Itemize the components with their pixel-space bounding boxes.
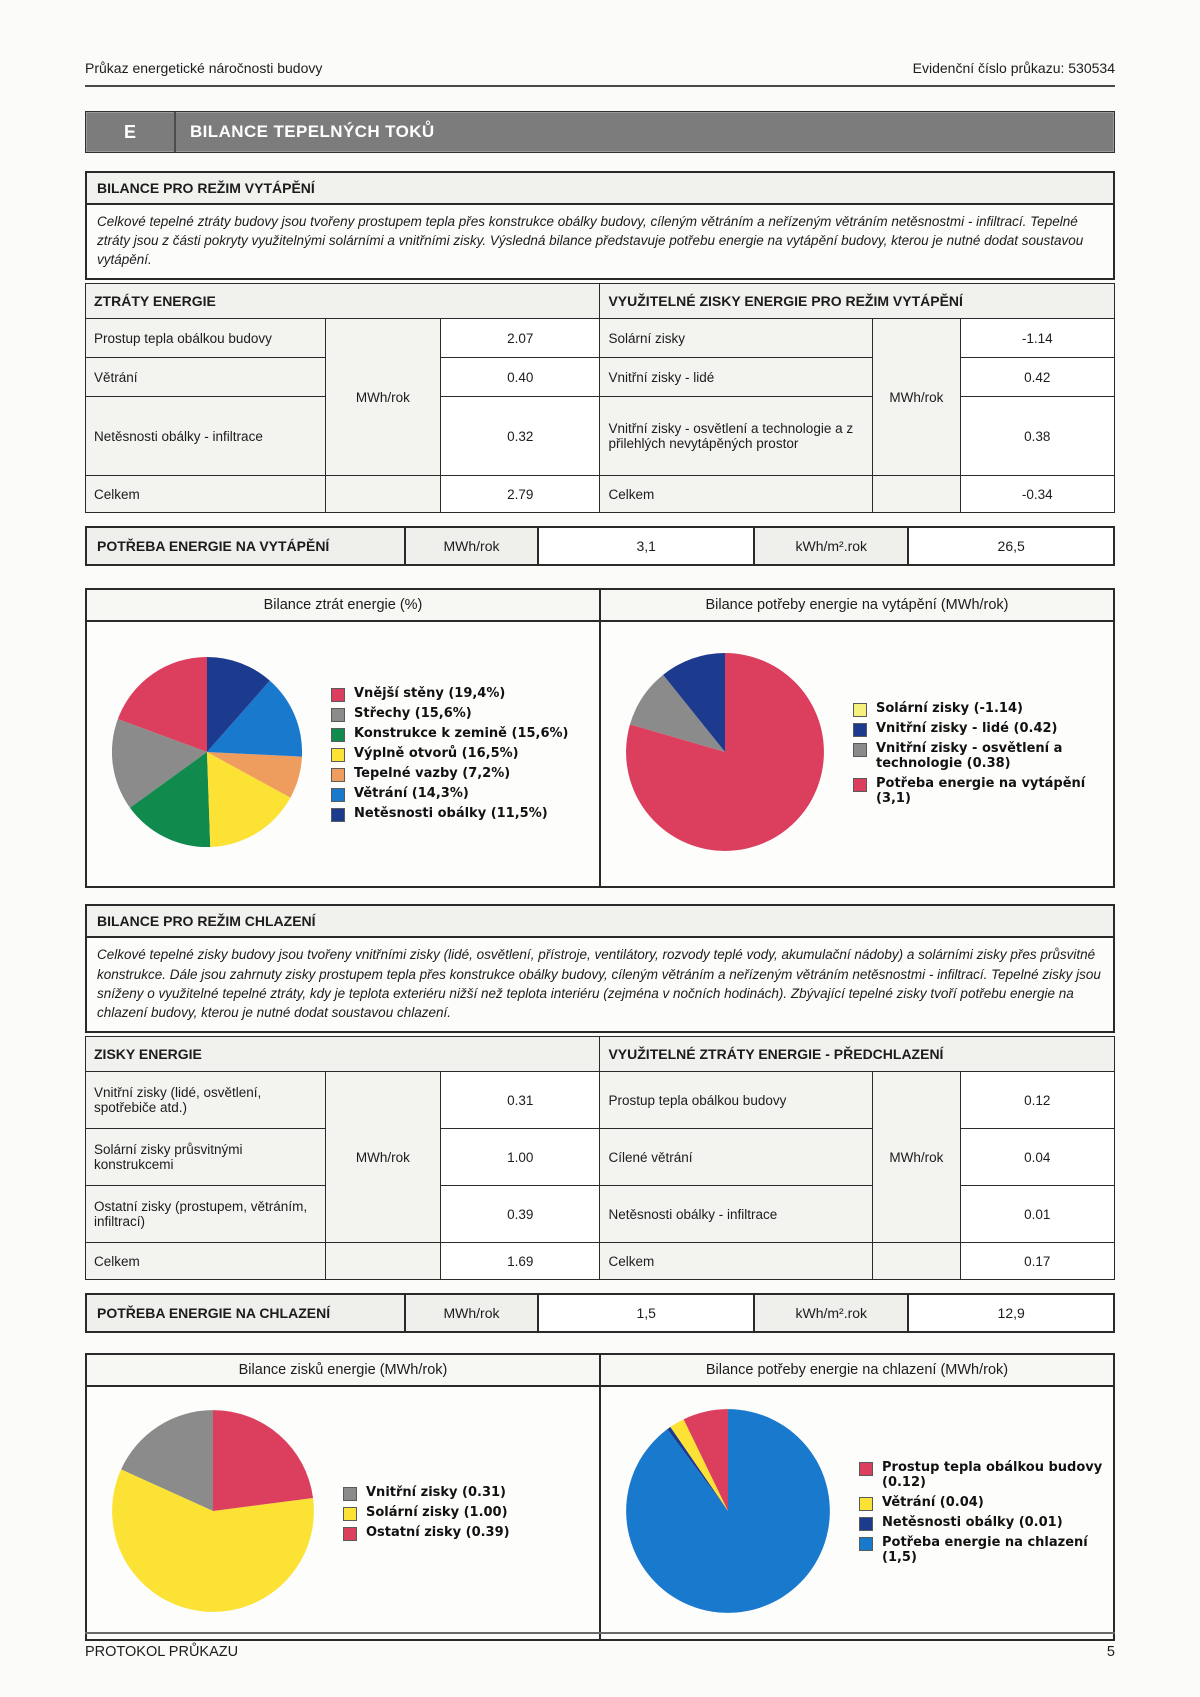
legend-item [859,1516,1105,1531]
legend-label: Výplně otvorů (16,5%) [354,745,519,761]
page-header [85,0,1115,87]
row-label: Solární zisky průsvitnými konstrukcemi [86,1129,326,1186]
row-value: 0.12 [960,1072,1114,1129]
legend-label: Konstrukce k zemině (15,6%) [354,725,569,741]
legend-item [343,1506,510,1521]
cooling-balance-table [85,1036,1115,1280]
legend-label: Netěsnosti obálky (0.01) [882,1514,1063,1530]
legend-color-swatch [331,788,345,802]
chart-legend [859,1456,1105,1571]
legend-label: Tepelné vazby (7,2%) [354,765,511,781]
row-value: 0.32 [440,397,599,476]
need-unit: MWh/rok [405,527,539,565]
legend-color-swatch [331,688,345,702]
footer-protocol-label: PROTOKOL PRŮKAZU [85,1644,239,1660]
legend-item [343,1486,510,1501]
legend-item [853,702,1105,717]
legend-item [331,767,568,782]
row-value: 1.00 [440,1129,599,1186]
legend-item [859,1461,1105,1491]
legend-label: Větrání (14,3%) [354,785,469,801]
legend-color-swatch [343,1487,357,1501]
legend-color-swatch [343,1507,357,1521]
row-value: 0.01 [960,1186,1114,1243]
legend-label: Prostup tepla obálkou budovy (0.12) [882,1459,1103,1490]
cooling-intro-box [85,904,1115,1033]
legend-label: Solární zisky (1.00) [366,1504,508,1520]
need-value: 12,9 [908,1294,1114,1332]
legend-color-swatch [331,728,345,742]
chart-title: Bilance potřeby energie na chlazení (MWh/rok) [601,1355,1113,1387]
legend-color-swatch [853,723,867,737]
need-unit: kWh/m².rok [754,527,908,565]
chart-gains-pie-box [85,1353,601,1641]
legend-color-swatch [331,808,345,822]
legend-label: Vnitřní zisky - osvětlení a technologie (0.38) [876,741,1063,772]
row-label: Cílené větrání [600,1129,873,1186]
legend-item [343,1526,510,1541]
need-value: 3,1 [538,527,754,565]
legend-item [331,727,568,742]
pie-svg [623,650,827,854]
total-label: Celkem [600,476,873,513]
row-value: -1.14 [960,319,1114,358]
total-label: Celkem [86,1243,326,1280]
pie-slice [213,1410,313,1511]
cooling-gains-header: ZISKY ENERGIE [86,1037,600,1072]
legend-label: Ostatní zisky (0.39) [366,1524,510,1540]
unit-cell: MWh/rok [873,319,960,476]
pie-chart-cooling-need [623,1406,833,1621]
cooling-need-strip [85,1293,1115,1333]
need-label: POTŘEBA ENERGIE NA CHLAZENÍ [86,1294,405,1332]
page-footer [85,1632,1115,1660]
total-value: 0.17 [960,1243,1114,1280]
row-label: Solární zisky [600,319,873,358]
legend-color-swatch [859,1462,873,1476]
unit-cell-empty [325,1243,440,1280]
legend-item [859,1496,1105,1511]
unit-cell: MWh/rok [873,1072,960,1243]
chart-title: Bilance ztrát energie (%) [87,590,599,622]
heating-description: Celkové tepelné ztráty budovy jsou tvořeny prostupem tepla přes konstrukce obálky budovy, cíleným větráním a neřízeným větráním netěsnostmi - infiltrací. Tepelné ztráty jsou z části pokryty využitelnými solárními a vnitřními zisky. Výsledná bilance představuje potřebu energie na vytápění budovy, kterou je nutné dodat soustavou vytápění. [97,214,1084,268]
pie-chart-losses [109,654,305,855]
row-label: Netěsnosti obálky - infiltrace [600,1186,873,1243]
legend-item [853,722,1105,737]
row-value: 0.38 [960,397,1114,476]
row-value: 0.04 [960,1129,1114,1186]
legend-label: Potřeba energie na vytápění (3,1) [876,775,1086,806]
chart-legend [853,697,1105,812]
heating-intro-box [85,171,1115,280]
chart-legend [331,682,568,827]
heating-box-title: BILANCE PRO REŽIM VYTÁPĚNÍ [87,173,1113,205]
legend-item [853,742,1105,772]
pie-chart-gains [109,1407,317,1620]
header-doc-title: Průkaz energetické náročnosti budovy [85,60,323,76]
unit-cell: MWh/rok [325,1072,440,1243]
row-value: 0.39 [440,1186,599,1243]
legend-item [331,807,568,822]
need-value: 1,5 [538,1294,754,1332]
cooling-box-title: BILANCE PRO REŽIM CHLAZENÍ [87,906,1113,938]
need-unit: MWh/rok [405,1294,539,1332]
total-value: 1.69 [440,1243,599,1280]
legend-color-swatch [859,1537,873,1551]
row-value: 0.42 [960,358,1114,397]
legend-color-swatch [331,768,345,782]
total-value: 2.79 [440,476,599,513]
total-value: -0.34 [960,476,1114,513]
row-value: 2.07 [440,319,599,358]
heating-gains-header: VYUŽITELNÉ ZISKY ENERGIE PRO REŽIM VYTÁPĚNÍ [600,284,1115,319]
row-label: Vnitřní zisky - osvětlení a technologie a z přilehlých nevytápěných prostor [600,397,873,476]
pie-chart-heating-need [623,650,827,859]
row-label: Prostup tepla obálkou budovy [86,319,326,358]
legend-color-swatch [331,748,345,762]
row-label: Ostatní zisky (prostupem, větráním, infiltrací) [86,1186,326,1243]
cooling-description: Celkové tepelné zisky budovy jsou tvořeny vnitřními zisky (lidé, osvětlení, přístroje, ventilátory, rozvody teplé vody, akumulační nádoby) a solárními zisky přes průsvitné konstrukce. Dále jsou zahrnuty zisky prostupem tepla přes konstrukce obálky budovy, cíleným větráním a neřízeným větráním netěsnostmi - infiltrací. Tepelné zisky jsou sníženy o využitelné tepelné ztráty, kdy je teplota exteriéru nižší než teplota interiéru (zejména v nočních hodinách). Zbývající tepelné zisky tvoří potřebu energie na chlazení budovy, kterou je nutné dodat soustavou chlazení. [97,947,1101,1020]
need-value: 26,5 [908,527,1114,565]
chart-legend [343,1481,510,1546]
section-e-header [85,111,1115,153]
total-label: Celkem [86,476,326,513]
chart-cooling-need-pie-box [601,1353,1115,1641]
pie-svg [109,1407,317,1615]
legend-color-swatch [853,778,867,792]
chart-losses-pie-box [85,588,601,888]
legend-label: Větrání (0.04) [882,1494,984,1510]
heating-need-strip [85,526,1115,566]
unit-cell-empty [325,476,440,513]
heating-losses-header: ZTRÁTY ENERGIE [86,284,600,319]
legend-item [853,777,1105,807]
legend-label: Netěsnosti obálky (11,5%) [354,805,548,821]
legend-color-swatch [859,1517,873,1531]
unit-cell: MWh/rok [325,319,440,476]
cooling-charts-row [85,1353,1115,1641]
chart-title: Bilance potřeby energie na vytápění (MWh/rok) [601,590,1113,622]
legend-label: Solární zisky (-1.14) [876,701,1023,717]
legend-label: Vnější stěny (19,4%) [354,685,506,701]
heating-balance-table [85,283,1115,513]
row-label: Větrání [86,358,326,397]
legend-item [331,687,568,702]
legend-color-swatch [331,708,345,722]
row-value: 0.40 [440,358,599,397]
chart-title: Bilance zisků energie (MWh/rok) [87,1355,599,1387]
legend-label: Vnitřní zisky (0.31) [366,1484,506,1500]
row-label: Vnitřní zisky (lidé, osvětlení, spotřebiče atd.) [86,1072,326,1129]
row-label: Netěsnosti obálky - infiltrace [86,397,326,476]
legend-color-swatch [853,743,867,757]
unit-cell-empty [873,1243,960,1280]
footer-page-number: 5 [1106,1644,1115,1660]
need-unit: kWh/m².rok [754,1294,908,1332]
need-label: POTŘEBA ENERGIE NA VYTÁPĚNÍ [86,527,405,565]
legend-item [859,1536,1105,1566]
legend-item [331,787,568,802]
header-certificate-number: Evidenční číslo průkazu: 530534 [912,60,1115,76]
row-label: Vnitřní zisky - lidé [600,358,873,397]
section-letter: E [86,112,176,152]
heating-charts-row [85,588,1115,888]
legend-item [331,747,568,762]
chart-heating-need-pie-box [601,588,1115,888]
cooling-losses-header: VYUŽITELNÉ ZTRÁTY ENERGIE - PŘEDCHLAZENÍ [600,1037,1115,1072]
row-label: Prostup tepla obálkou budovy [600,1072,873,1129]
pie-svg [623,1406,833,1616]
legend-color-swatch [859,1497,873,1511]
total-label: Celkem [600,1243,873,1280]
legend-item [331,707,568,722]
legend-label: Vnitřní zisky - lidé (0.42) [876,721,1058,737]
pie-svg [109,654,305,850]
section-title: BILANCE TEPELNÝCH TOKŮ [190,122,435,141]
row-value: 0.31 [440,1072,599,1129]
legend-label: Střechy (15,6%) [354,705,472,721]
legend-color-swatch [853,703,867,717]
legend-label: Potřeba energie na chlazení (1,5) [882,1534,1088,1565]
unit-cell-empty [873,476,960,513]
legend-color-swatch [343,1527,357,1541]
